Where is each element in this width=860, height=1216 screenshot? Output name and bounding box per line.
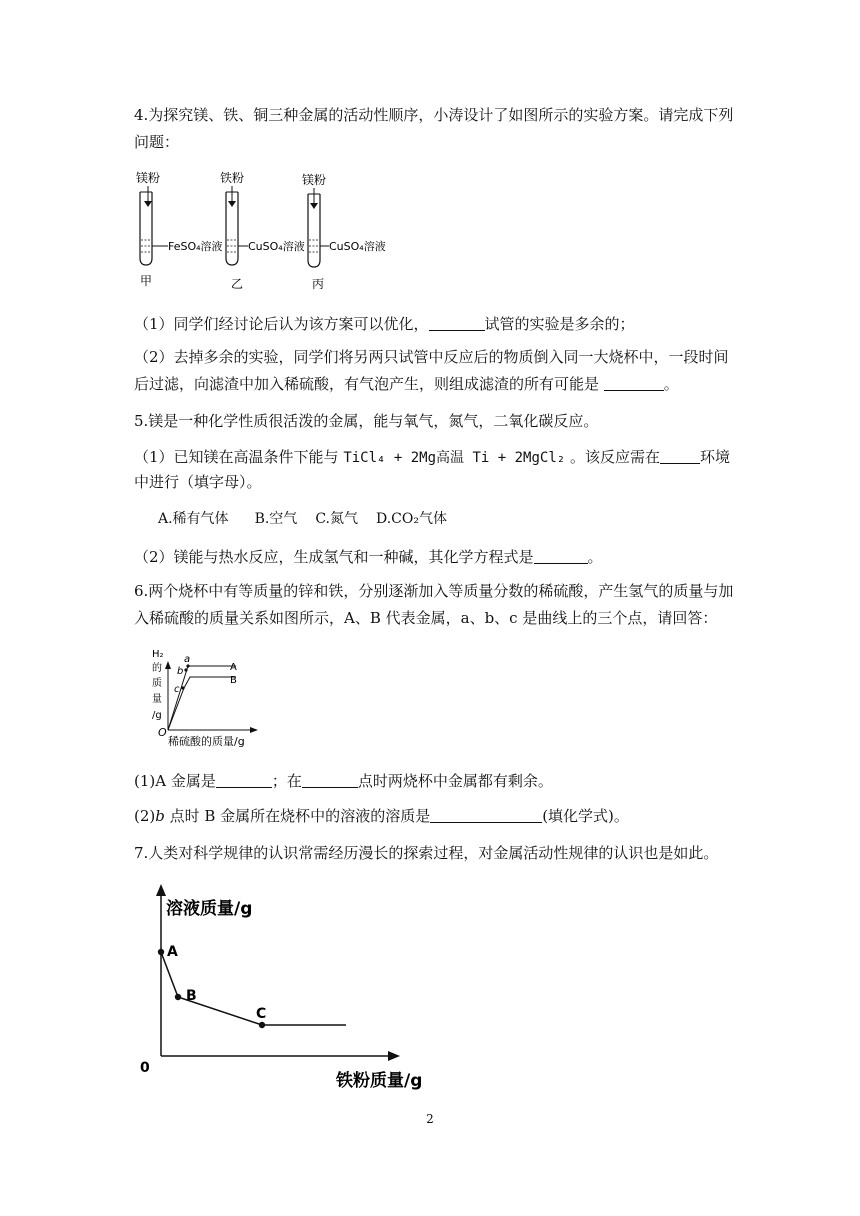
- q5-option-c: C.氮气: [315, 511, 358, 527]
- tube-jia-solution: FeSO₄溶液: [168, 240, 223, 253]
- q5-equation: TiCl₄ + 2Mg高温 Ti + 2MgCl₂: [343, 450, 566, 466]
- q6-part2-text-c: 点时 B 金属所在烧杯中的溶液的溶质是: [164, 807, 431, 825]
- q6-part2-text-a: (2): [134, 807, 156, 825]
- q5-options: [158, 506, 447, 533]
- q4-part2-line2: [134, 371, 679, 398]
- test-tube-diagram: [130, 168, 400, 293]
- page-number: 2: [426, 1112, 434, 1126]
- q7-label-c: C: [256, 1006, 267, 1022]
- q4-part2-text-b: 。: [663, 375, 679, 393]
- q4-stem-line2: 问题：: [134, 133, 180, 151]
- q4-part1-text-a: （1）同学们经讨论后认为该方案可以优化，: [134, 315, 429, 333]
- q7-label-a: A: [167, 944, 178, 960]
- q6-stem-line2: 入稀硫酸的质量关系如图所示，A、B 代表金属，a、b、c 是曲线上的三个点，请回答：: [134, 609, 718, 627]
- q6-part1-blank2[interactable]: [302, 772, 358, 788]
- q7-solution-mass-graph: [130, 880, 450, 1092]
- q6-curve-a-label: A: [230, 662, 237, 673]
- tube-bing: [302, 172, 386, 291]
- q6-label-c: c: [174, 684, 180, 695]
- q5-part2-text-b: 。: [587, 548, 603, 566]
- q5-part1-line1: [134, 444, 730, 472]
- q4-part2-text-a: 后过滤，向滤渣中加入稀硫酸，有气泡产生，则组成滤渣的所有可能是: [134, 375, 604, 393]
- q6-label-a: a: [184, 654, 191, 665]
- q4-part2-blank[interactable]: [604, 375, 664, 391]
- q5-part2-text-a: （2）镁能与热水反应，生成氢气和一种碱，其化学方程式是: [134, 548, 534, 566]
- q6-ylabel-liang: 量: [152, 694, 162, 705]
- tube-yi: [220, 170, 305, 291]
- q6-hydrogen-graph: [144, 644, 264, 750]
- q5-part1-line2: 中进行（填字母）。: [134, 473, 262, 491]
- q5-option-d: D.CO₂气体: [375, 511, 447, 527]
- q6-part2-text-d: (填化学式)。: [542, 807, 629, 825]
- q6-part2-text-b: b: [155, 807, 165, 825]
- tube-bing-powder: 镁粉: [302, 173, 327, 187]
- q6-part1-text-c: 点时两烧杯中金属都有剩余。: [357, 772, 553, 790]
- q5-part2: [134, 544, 603, 571]
- tube-yi-solution: CuSO₄溶液: [248, 240, 305, 253]
- tube-jia-label: 甲: [140, 274, 153, 288]
- tube-yi-label: 乙: [231, 277, 244, 291]
- q6-part1-text-a: (1)A 金属是: [134, 772, 216, 790]
- q6-origin: O: [158, 726, 167, 739]
- q7-ylabel: 溶液质量/g: [166, 899, 253, 919]
- q6-point-b: [184, 668, 187, 671]
- q4-part1: [134, 311, 635, 338]
- tube-bing-label: 丙: [312, 277, 325, 291]
- q6-part2-blank[interactable]: [430, 807, 542, 823]
- q7-point-c: [259, 1022, 265, 1028]
- q5-option-b: B.空气: [254, 511, 298, 527]
- q6-stem-line1: 6.两个烧杯中有等质量的锌和铁，分别逐渐加入等质量分数的稀硫酸，产生氢气的质量与加: [134, 582, 734, 600]
- q7-point-b: [175, 994, 181, 1000]
- q7-xlabel: 铁粉质量/g: [336, 1071, 423, 1091]
- q6-xlabel: 稀硫酸的质量/g: [168, 735, 245, 748]
- q6-part2: [134, 803, 629, 830]
- q6-point-c: [181, 686, 184, 689]
- q6-part1: [134, 768, 553, 795]
- tube-jia: [136, 170, 223, 288]
- q4-part1-text-b: 试管的实验是多余的；: [484, 315, 635, 333]
- tube-jia-powder: 镁粉: [136, 171, 161, 185]
- q4-part2-line1: （2）去掉多余的实验，同学们将另两只试管中反应后的物质倒入同一大烧杯中，一段时间: [134, 348, 729, 366]
- q6-part1-blank1[interactable]: [216, 772, 272, 788]
- q6-label-b: b: [177, 666, 184, 677]
- q5-stem: 5.镁是一种化学性质很活泼的金属，能与氧气，氮气，二氧化碳反应。: [134, 412, 599, 430]
- q7-point-a: [158, 949, 164, 955]
- q6-part1-text-b: ；在: [271, 772, 302, 790]
- tube-yi-powder: 铁粉: [220, 171, 245, 185]
- q5-part1-text-a: （1）已知镁在高温条件下能与: [134, 448, 344, 466]
- q6-ylabel-unit: /g: [152, 710, 162, 721]
- q6-ylabel-de: 的: [152, 663, 162, 674]
- q6-curve-b-label: B: [230, 675, 237, 686]
- q5-part2-blank[interactable]: [534, 548, 588, 564]
- q6-ylabel-h2: H₂: [152, 649, 164, 660]
- q6-ylabel-zhi: 质: [152, 678, 162, 689]
- q7-stem: 7.人类对科学规律的认识常需经历漫长的探索过程，对金属活动性规律的认识也是如此。: [134, 844, 719, 862]
- q5-option-a: A.稀有气体: [158, 511, 229, 527]
- q5-part1-text-c: 环境: [699, 448, 730, 466]
- q4-part1-blank[interactable]: [429, 315, 485, 331]
- q5-part1-blank[interactable]: [660, 448, 700, 464]
- q7-origin: 0: [140, 1060, 150, 1076]
- q5-part1-text-b: 。该反应需在: [565, 448, 660, 466]
- tube-bing-solution: CuSO₄溶液: [329, 240, 386, 253]
- q7-label-b: B: [186, 988, 197, 1004]
- q4-stem-line1: 4.为探究镁、铁、铜三种金属的活动性顺序，小涛设计了如图所示的实验方案。请完成下列: [134, 106, 734, 124]
